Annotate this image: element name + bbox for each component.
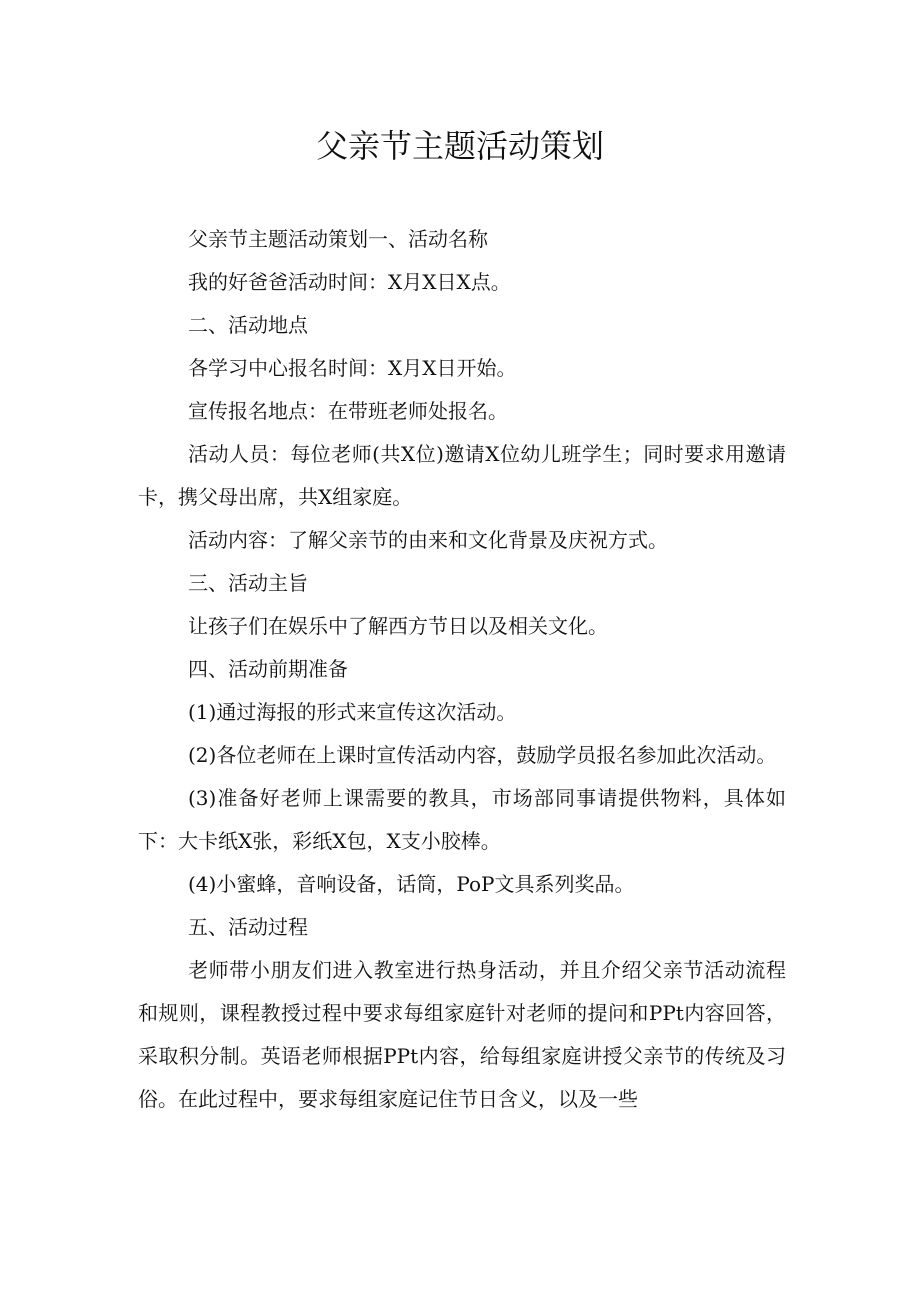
paragraph-activity-time: 我的好爸爸活动时间：X月X日X点。 xyxy=(188,270,511,294)
list-item-preparation-4: (4)小蜜蜂，音响设备，话筒，PoP文具系列奖品。 xyxy=(188,872,635,896)
list-item-preparation-3: (3)准备好老师上课需要的教具，市场部同事请提供物料，具体如下：大卡纸X张，彩纸X包，X支小胶棒。 xyxy=(138,786,786,853)
paragraph-registration-place: 宣传报名地点：在带班老师处报名。 xyxy=(188,399,508,423)
list-item-preparation-1: (1)通过海报的形式来宣传这次活动。 xyxy=(188,700,517,724)
paragraph-activity-name: 父亲节主题活动策划一、活动名称 xyxy=(188,227,488,251)
section-heading-preparation: 四、活动前期准备 xyxy=(188,657,348,681)
section-heading-process: 五、活动过程 xyxy=(188,915,308,939)
paragraph-activity-content: 活动内容：了解父亲节的由来和文化背景及庆祝方式。 xyxy=(188,528,668,552)
paragraph-participants: 活动人员：每位老师(共X位)邀请X位幼儿班学生；同时要求用邀请卡，携父母出席，共X组家庭。 xyxy=(138,442,786,509)
paragraph-process: 老师带小朋友们进入教室进行热身活动，并且介绍父亲节活动流程和规则，课程教授过程中要求每组家庭针对老师的提问和PPt内容回答，采取积分制。英语老师根据PPt内容，给每组家庭讲授父亲节的传统及习俗。在此过程中，要求每组家庭记住节日含义，以及一些 xyxy=(138,958,786,1111)
paragraph-registration-time: 各学习中心报名时间：X月X日开始。 xyxy=(188,356,517,380)
section-heading-purpose: 三、活动主旨 xyxy=(188,571,308,595)
document-title: 父亲节主题活动策划 xyxy=(315,127,604,165)
paragraph-purpose: 让孩子们在娱乐中了解西方节日以及相关文化。 xyxy=(188,614,608,638)
list-item-preparation-2: (2)各位老师在上课时宣传活动内容，鼓励学员报名参加此次活动。 xyxy=(188,743,777,767)
document-body xyxy=(138,218,786,1121)
section-heading-location: 二、活动地点 xyxy=(188,313,308,337)
